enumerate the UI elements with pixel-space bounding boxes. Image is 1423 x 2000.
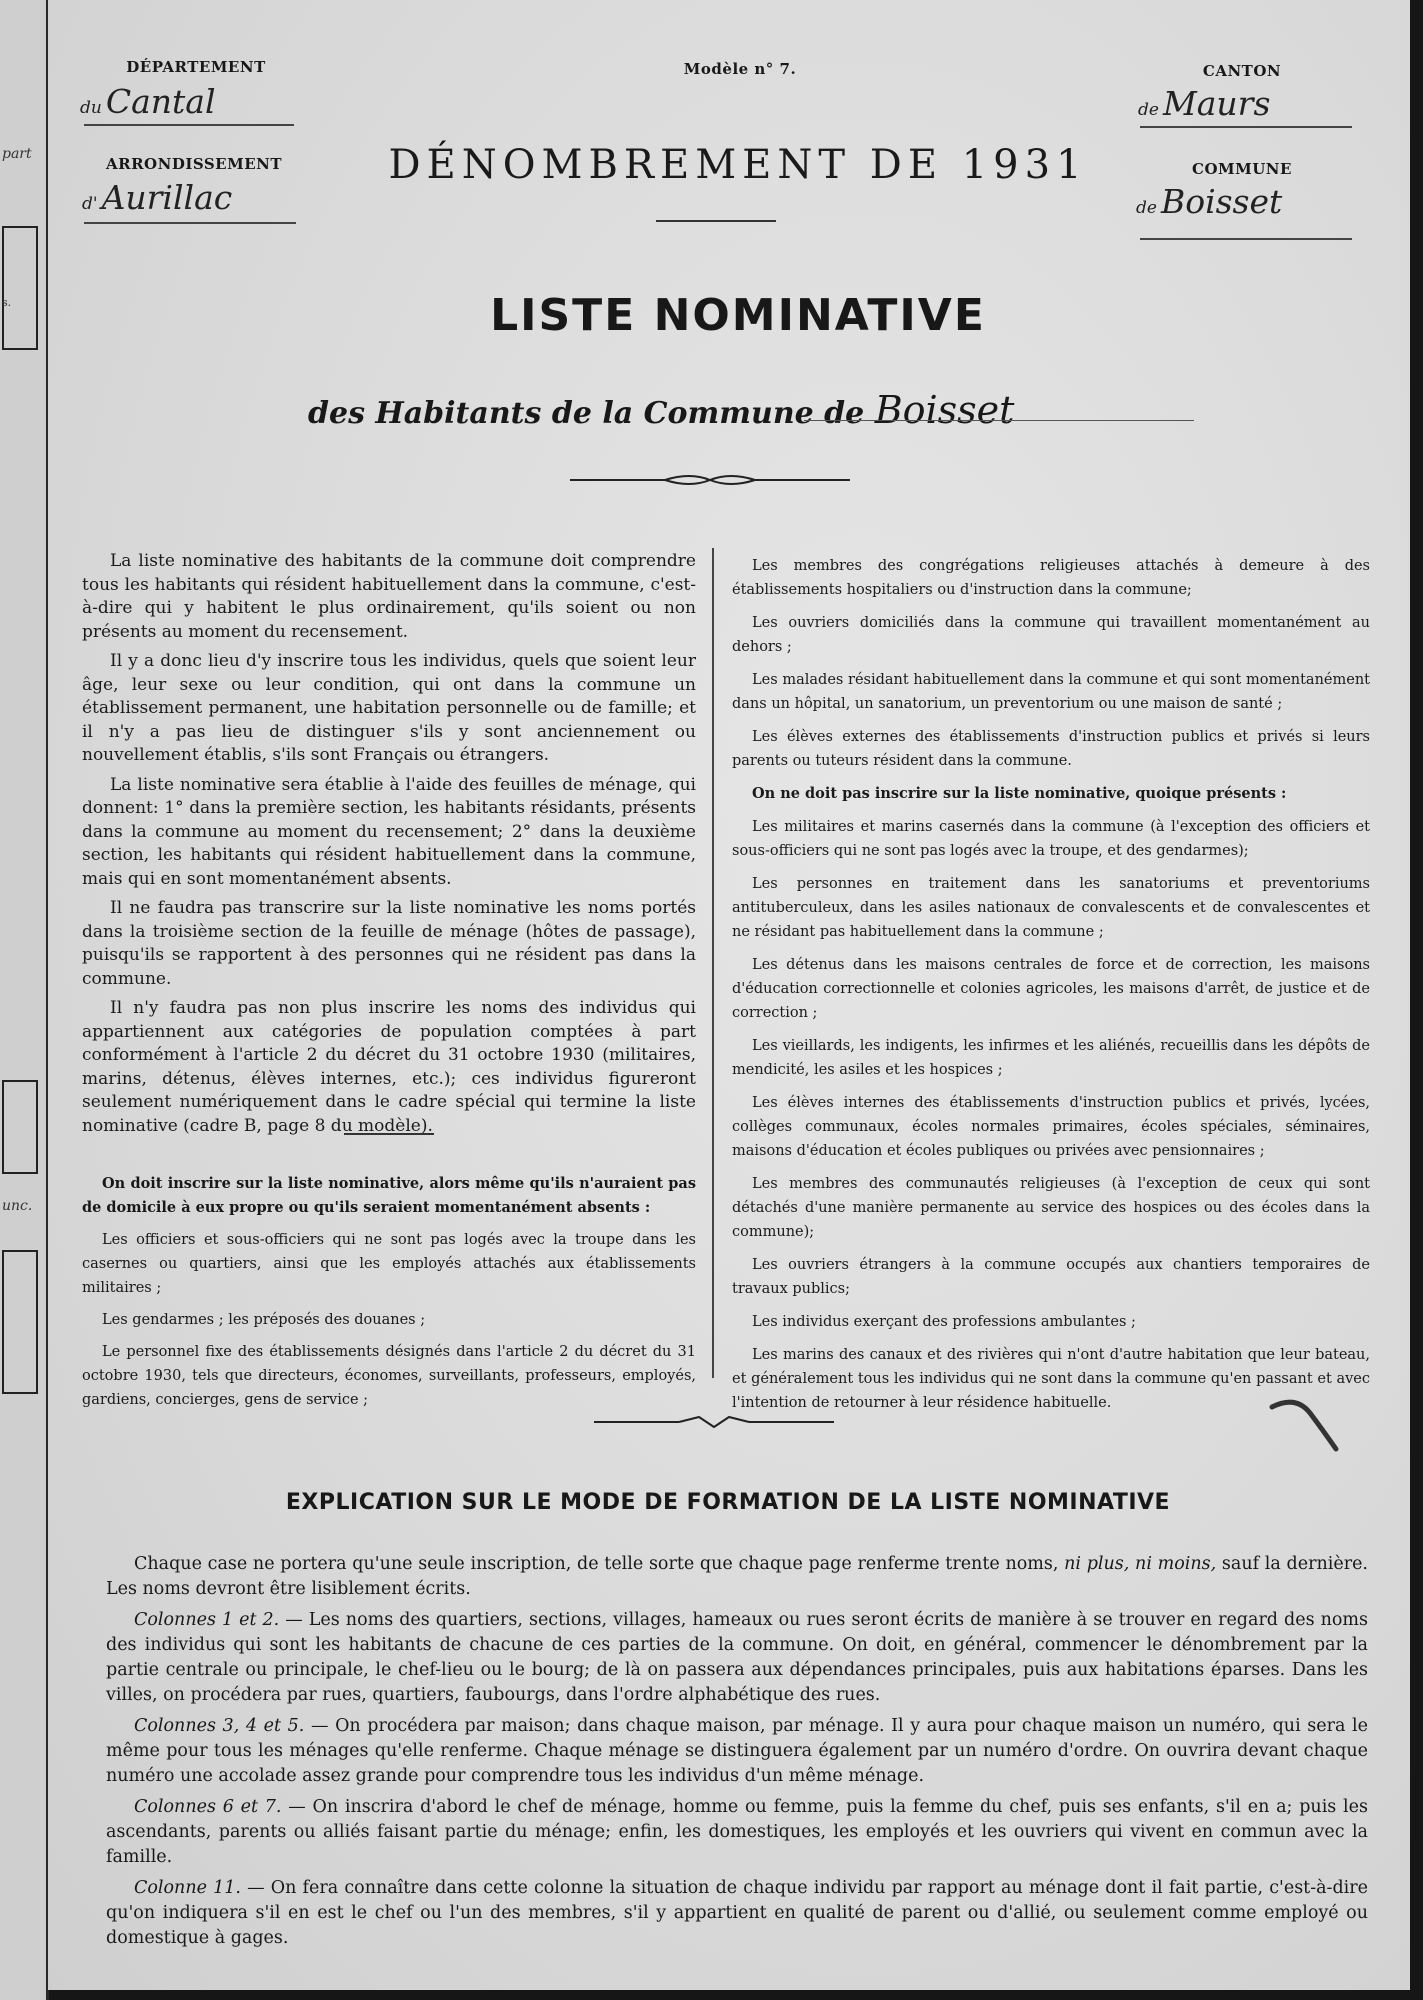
commune-underline	[1140, 238, 1352, 240]
departement-handwritten	[80, 82, 216, 121]
commune-prefix: de	[1136, 198, 1157, 218]
left-paragraph: Il y a donc lieu d'y inscrire tous les individus, quels que soient leur âge, leur sexe ou leur condition, qui ont dans la commune un établissement permanent, une habitation personnelle ou de famille; et il n'y a pas lieu de distinguer s'ils y sont anciennement ou nouvellement établis, s'ils sont Français ou étrangers.	[82, 651, 696, 765]
canton-underline	[1140, 126, 1352, 128]
column-divider	[712, 548, 714, 1378]
explication-label: Colonnes 3, 4 et 5.	[134, 1716, 305, 1736]
right-list-item: Les membres des congrégations religieuses attachés à demeure à des établissements hospitaliers ou d'instruction dans la commune;	[732, 558, 1370, 598]
left-paragraph: Il n'y faudra pas non plus inscrire les noms des individus qui appartiennent aux catégories de population comptées à part conformément à l'article 2 du décret du 31 octobre 1930 (militaires, marins, détenus, élèves internes, etc.); ces individus figureront seulement numériquement dans le cadre spécial qui termine la liste nominative (cadre B, page 8 du modèle).	[82, 998, 696, 1136]
right-column-text	[732, 554, 1370, 1424]
explication-label: Colonne 11.	[134, 1878, 241, 1898]
departement-value: Cantal	[105, 82, 216, 121]
right-list-item: Les marins des canaux et des rivières qui n'ont d'autre habitation que leur bateau, et généralement tous les individus qui ne sont dans la commune qu'en passant et avec l'intention de retourner à leur résidence habituelle.	[732, 1347, 1370, 1411]
arrondissement-label: ARRONDISSEMENT	[105, 155, 283, 173]
prev-page-fragment: s.	[2, 296, 12, 309]
habitants-commune-handwritten: Boisset	[874, 388, 1015, 432]
ornament-divider-top	[570, 472, 850, 488]
habitants-underline	[804, 420, 1194, 421]
ornament-divider-middle	[594, 1414, 834, 1430]
left-column-text	[82, 550, 696, 1144]
explication-label: Colonnes 6 et 7.	[134, 1797, 282, 1817]
explication-paragraph	[106, 1876, 1368, 1951]
departement-underline	[84, 124, 294, 126]
explication-body: — On procédera par maison; dans chaque maison, par ménage. Il y aura pour chaque maison un numéro, qui sera le même pour tous les ménages qu'elle renferme. Chaque ménage se distinguera également par un numéro d'ordre. On ouvrira devant chaque numéro une accolade assez grande pour comprendre tous les individus d'un même ménage.	[106, 1716, 1368, 1786]
explication-body: — On fera connaître dans cette colonne la situation de chaque individu par rapport au ménage dont il fait partie, c'est-à-dire qu'on indiquera s'il en est le chef ou l'un des membres, s'il y appartient en qualité de parent ou d'allié, ou seulement comme employé ou domestique à gages.	[106, 1878, 1368, 1948]
right-list-item: Les ouvriers étrangers à la commune occupés aux chantiers temporaires de travaux publics;	[732, 1257, 1370, 1297]
right-list-item: Les élèves internes des établissements d'instruction publics et privés, lycées, collèges communaux, écoles normales primaires, écoles spéciales, séminaires, maisons d'éducation et écoles publiques ou privées avec pensionnaires ;	[732, 1095, 1370, 1159]
arrondissement-value: Aurillac	[101, 178, 233, 217]
explication-intro-emphasis: ni plus, ni moins,	[1064, 1554, 1217, 1574]
explication-body: — Les noms des quartiers, sections, villages, hameaux ou rues seront écrits de manière à se trouver en regard des noms des individus qui sont les habitants de chacune de ces parties de la commune. On doit, en général, commencer le dénombrement par la partie centrale ou principale, le chef-lieu ou le bourg; de là on passera aux dépendances principales, puis aux habitations éparses. Dans les villes, on procédera par rues, quartiers, faubourgs, dans l'ordre alphabétique des rues.	[106, 1610, 1368, 1705]
prev-page-box	[2, 1080, 38, 1174]
right-list-item: Les vieillards, les indigents, les infirmes et les aliénés, recueillis dans les dépôts de mendicité, les asiles et les hospices ;	[732, 1038, 1370, 1078]
page-title: DÉNOMBREMENT DE 1931	[388, 142, 1088, 188]
prev-page-box	[2, 226, 38, 350]
explication-title: EXPLICATION SUR LE MODE DE FORMATION DE LA LISTE NOMINATIVE	[285, 1490, 1171, 1515]
departement-prefix: du	[80, 98, 102, 118]
left-inscription-list	[82, 1172, 696, 1420]
modele-number: Modèle n° 7.	[683, 60, 797, 78]
departement-label: DÉPARTEMENT	[126, 58, 266, 76]
left-list-item: Les gendarmes ; les préposés des douanes ;	[102, 1312, 426, 1328]
census-form-page	[48, 0, 1410, 1990]
prev-page-fragment: part	[2, 146, 32, 162]
main-heading: LISTE NOMINATIVE	[490, 290, 986, 341]
right-list-item: Les personnes en traitement dans les sanatoriums et preventoriums antituberculeux, dans les asiles nationaux de convalescents et de convalescentes et ne résidant pas habituellement dans la commune ;	[732, 876, 1370, 940]
title-rule	[656, 220, 776, 222]
left-paragraph: La liste nominative sera établie à l'aide des feuilles de ménage, qui donnent: 1° dans la première section, les habitants résidants, présents dans la commune au moment du recensement; 2° dans la deuxième section, les habitants qui résident habituellement dans la commune, mais qui en sont momentanément absents.	[82, 774, 696, 889]
right-list-item: Les ouvriers domiciliés dans la commune qui travaillent momentanément au dehors ;	[732, 615, 1370, 655]
explication-paragraph	[106, 1795, 1368, 1870]
commune-value: Boisset	[1160, 182, 1283, 221]
left-list-heading: On doit inscrire sur la liste nominative, alors même qu'ils n'auraient pas de domicile à eux propre ou qu'ils seraient momentanément absents :	[82, 1175, 696, 1216]
right-list-item: Les détenus dans les maisons centrales de force et de correction, les maisons d'éducation correctionnelle et colonies agricoles, les maisons d'arrêt, de justice et de correction ;	[732, 957, 1370, 1021]
left-paragraph: La liste nominative des habitants de la commune doit comprendre tous les habitants qui résident habituellement dans la commune, c'est-à-dire qui y habitent le plus ordinairement, qu'ils soient ou non présents au moment du recensement.	[82, 551, 696, 642]
explication-intro-a: Chaque case ne portera qu'une seule inscription, de telle sorte que chaque page renferme trente noms,	[134, 1554, 1059, 1574]
canton-handwritten	[1138, 84, 1270, 123]
left-paragraph: Il ne faudra pas transcrire sur la liste nominative les noms portés dans la troisième section de la feuille de ménage (hôtes de passage), puisqu'ils se rapportent à des personnes qui ne résident pas dans la commune.	[82, 898, 696, 989]
explication-body: — On inscrira d'abord le chef de ménage, homme ou femme, puis la femme du chef, puis ses enfants, s'il en a; puis les ascendants, parents ou alliés faisant partie du ménage; enfin, les domestiques, les employés et les ouvriers qui vivent en commun avec la famille.	[106, 1797, 1368, 1867]
right-list-item: Les individus exerçant des professions ambulantes ;	[752, 1314, 1136, 1330]
right-list-item: Les membres des communautés religieuses (à l'exception de ceux qui sont détachés d'une manière permanente au service des hospices ou des écoles dans la commune);	[732, 1176, 1370, 1240]
canton-label: CANTON	[1202, 62, 1282, 80]
right-list-heading: On ne doit pas inscrire sur la liste nominative, quoique présents :	[752, 785, 1287, 802]
right-list-item: Les militaires et marins casernés dans la commune (à l'exception des officiers et sous-officiers qui ne sont pas logés avec la troupe, et des gendarmes);	[732, 819, 1370, 859]
canton-value: Maurs	[1162, 84, 1271, 123]
explication-label: Colonnes 1 et 2.	[134, 1610, 280, 1630]
canton-prefix: de	[1138, 100, 1159, 120]
left-separator	[344, 1133, 434, 1135]
habitants-label: des Habitants de la Commune de	[308, 396, 865, 431]
commune-handwritten	[1136, 182, 1282, 221]
commune-label: COMMUNE	[1192, 160, 1292, 178]
right-list-item: Les élèves externes des établissements d'instruction publics et privés si leurs parents ou tuteurs résident dans la commune.	[732, 729, 1370, 769]
habitants-line	[308, 388, 1208, 432]
left-list-item: Le personnel fixe des établissements désignés dans l'article 2 du décret du 31 octobre 1930, tels que directeurs, économes, surveillants, professeurs, employés, gardiens, concierges, gens de service ;	[82, 1344, 696, 1408]
explication-text	[106, 1552, 1368, 1957]
pen-mark	[1266, 1395, 1346, 1455]
right-list-item: Les malades résidant habituellement dans la commune et qui sont momentanément dans un hôpital, un sanatorium, un preventorium ou une maison de santé ;	[732, 672, 1370, 712]
explication-intro-b: sauf la dernière. Les noms devront être lisiblement écrits.	[106, 1554, 1368, 1599]
left-list-item: Les officiers et sous-officiers qui ne sont pas logés avec la troupe dans les casernes ou quartiers, ainsi que les employés attachés aux établissements militaires ;	[82, 1232, 696, 1296]
prev-page-box	[2, 1250, 38, 1394]
explication-paragraph	[106, 1608, 1368, 1708]
arrondissement-handwritten	[82, 178, 232, 217]
explication-intro	[106, 1552, 1368, 1602]
explication-paragraph	[106, 1714, 1368, 1789]
previous-page-edge	[0, 0, 49, 2000]
arrondissement-underline	[84, 222, 296, 224]
arrondissement-prefix: d'	[82, 194, 98, 214]
prev-page-fragment: unc.	[2, 1198, 33, 1214]
